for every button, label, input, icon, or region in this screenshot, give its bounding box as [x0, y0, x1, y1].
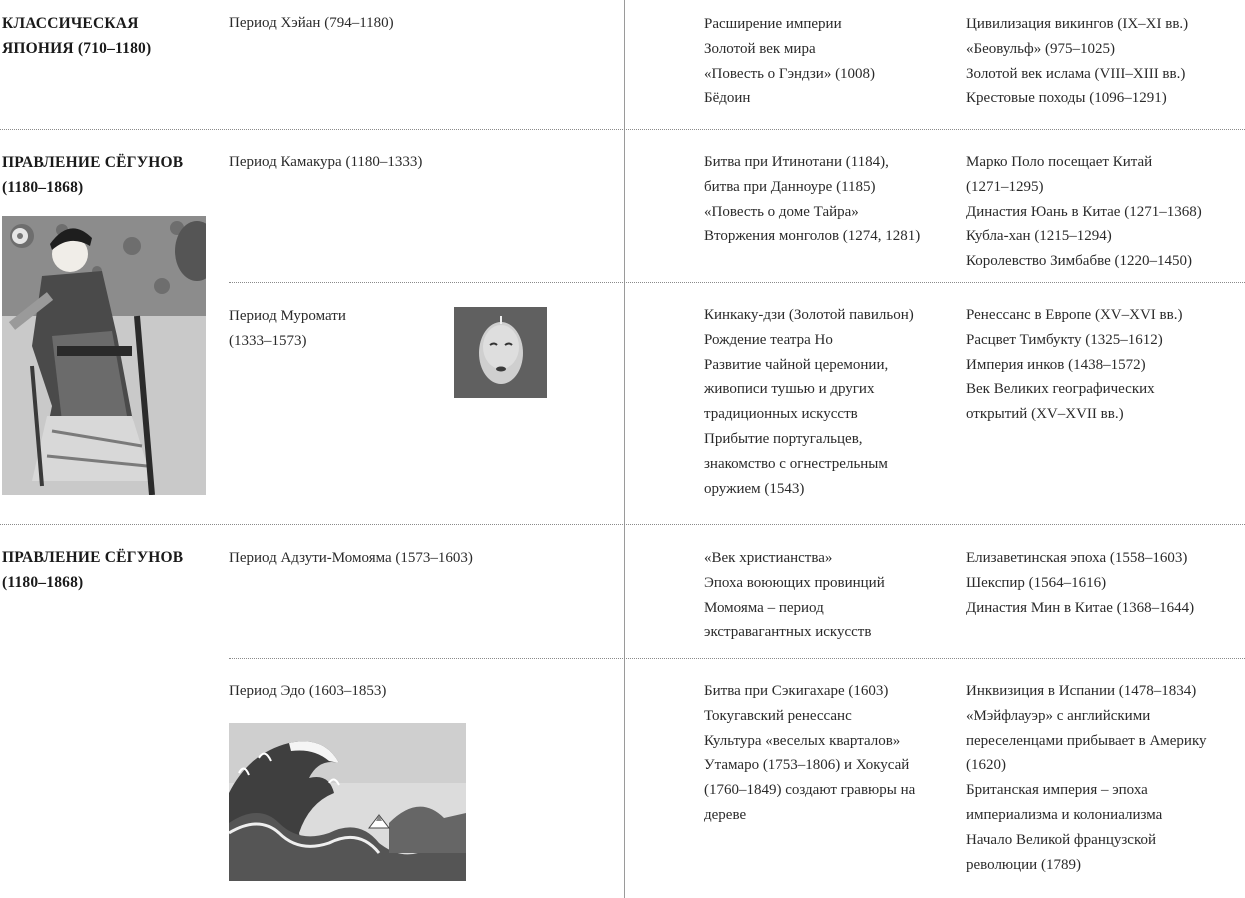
event-item: (1760–1849) создают гравюры на: [704, 782, 916, 799]
era-title: ПРАВЛЕНИЕ СЁГУНОВ (1180–1868): [2, 154, 184, 196]
event-item: Вторжения монголов (1274, 1281): [704, 228, 921, 245]
event-item: Токугавский ренессанс: [704, 707, 852, 724]
event-item: традиционных искусств: [704, 406, 858, 423]
event-item: империализма и колониализма: [966, 806, 1163, 823]
period-name: Период Хэйан (794–1180): [229, 15, 394, 31]
column-divider: [624, 0, 625, 898]
world-events: [966, 546, 1194, 620]
event-item: Британская империя – эпоха: [966, 782, 1148, 799]
event-item: Инквизиция в Испании (1478–1834): [966, 683, 1197, 699]
event-item: открытий (XV–XVII вв.): [966, 406, 1124, 423]
period-name: Период Муромати (1333–1573): [229, 308, 346, 349]
event-item: Момояма – период: [704, 599, 824, 616]
great-wave-print: [229, 723, 466, 881]
event-item: Битва при Итинотани (1184),: [704, 154, 889, 170]
event-item: Шекспир (1564–1616): [966, 574, 1107, 591]
era-title: ПРАВЛЕНИЕ СЁГУНОВ (1180–1868): [2, 549, 184, 591]
japan-events: [704, 150, 920, 249]
event-item: Эпоха воюющих провинций: [704, 574, 885, 591]
event-item: переселенцами прибывает в Америку: [966, 732, 1207, 749]
event-item: Кубла-хан (1215–1294): [966, 228, 1112, 245]
world-events: [966, 12, 1188, 111]
event-item: Елизаветинская эпоха (1558–1603): [966, 550, 1188, 566]
period-name: Период Адзути-Момояма (1573–1603): [229, 550, 473, 566]
event-item: «Мэйфлауэр» с английскими: [966, 707, 1151, 724]
event-item: Век Великих географических: [966, 381, 1155, 398]
event-item: (1620): [966, 757, 1006, 774]
world-events: [966, 303, 1182, 427]
event-item: Марко Поло посещает Китай: [966, 154, 1153, 170]
event-item: Прибытие португальцев,: [704, 430, 863, 447]
event-item: Развитие чайной церемонии,: [704, 356, 889, 373]
event-item: Кинкаку-дзи (Золотой павильон): [704, 307, 914, 323]
event-item: Золотой век мира: [704, 40, 816, 57]
event-item: «Беовульф» (975–1025): [966, 40, 1115, 57]
era-title: КЛАССИЧЕСКАЯ ЯПОНИЯ (710–1180): [2, 15, 152, 57]
world-events: [966, 679, 1207, 877]
samurai-illustration: [2, 216, 206, 495]
event-item: (1271–1295): [966, 178, 1044, 195]
event-item: Королевство Зимбабве (1220–1450): [966, 253, 1192, 270]
event-item: Цивилизация викингов (IX–XI вв.): [966, 16, 1189, 32]
event-item: «Век христианства»: [704, 550, 833, 566]
event-item: революции (1789): [966, 856, 1081, 873]
event-item: Битва при Сэкигахаре (1603): [704, 683, 889, 699]
row-separator: [0, 129, 1245, 130]
event-item: Ренессанс в Европе (XV–XVI вв.): [966, 307, 1183, 323]
japan-events: [704, 546, 885, 645]
japan-events: [704, 12, 875, 111]
event-item: «Повесть о доме Тайра»: [704, 203, 859, 220]
event-item: «Повесть о Гэндзи» (1008): [704, 65, 876, 82]
period-name: Период Камакура (1180–1333): [229, 154, 423, 170]
noh-mask-photo: [454, 307, 547, 398]
event-item: знакомство с огнестрельным: [704, 455, 888, 472]
japan-events: [704, 303, 914, 501]
world-events: [966, 150, 1202, 274]
event-item: Золотой век ислама (VIII–XIII вв.): [966, 65, 1186, 82]
event-item: Империя инков (1438–1572): [966, 356, 1146, 373]
event-item: Расцвет Тимбукту (1325–1612): [966, 331, 1163, 348]
event-item: Бёдоин: [704, 90, 751, 107]
event-item: оружием (1543): [704, 480, 805, 497]
event-item: Утамаро (1753–1806) и Хокусай: [704, 757, 910, 774]
japan-events: [704, 679, 915, 828]
row-separator: [229, 658, 1245, 659]
event-item: дереве: [704, 806, 747, 823]
event-item: Династия Мин в Китае (1368–1644): [966, 599, 1195, 616]
period-name: Период Эдо (1603–1853): [229, 683, 387, 699]
event-item: битва при Данноуре (1185): [704, 178, 876, 195]
event-item: Крестовые походы (1096–1291): [966, 90, 1167, 107]
event-item: экстравагантных искусств: [704, 624, 872, 641]
event-item: Рождение театра Но: [704, 331, 833, 348]
row-separator: [229, 282, 1245, 283]
event-item: Начало Великой французской: [966, 831, 1157, 848]
event-item: Династия Юань в Китае (1271–1368): [966, 203, 1202, 220]
event-item: Культура «веселых кварталов»: [704, 732, 901, 749]
event-item: Расширение империи: [704, 16, 842, 32]
event-item: живописи тушью и других: [704, 381, 875, 398]
row-separator: [0, 524, 1245, 525]
